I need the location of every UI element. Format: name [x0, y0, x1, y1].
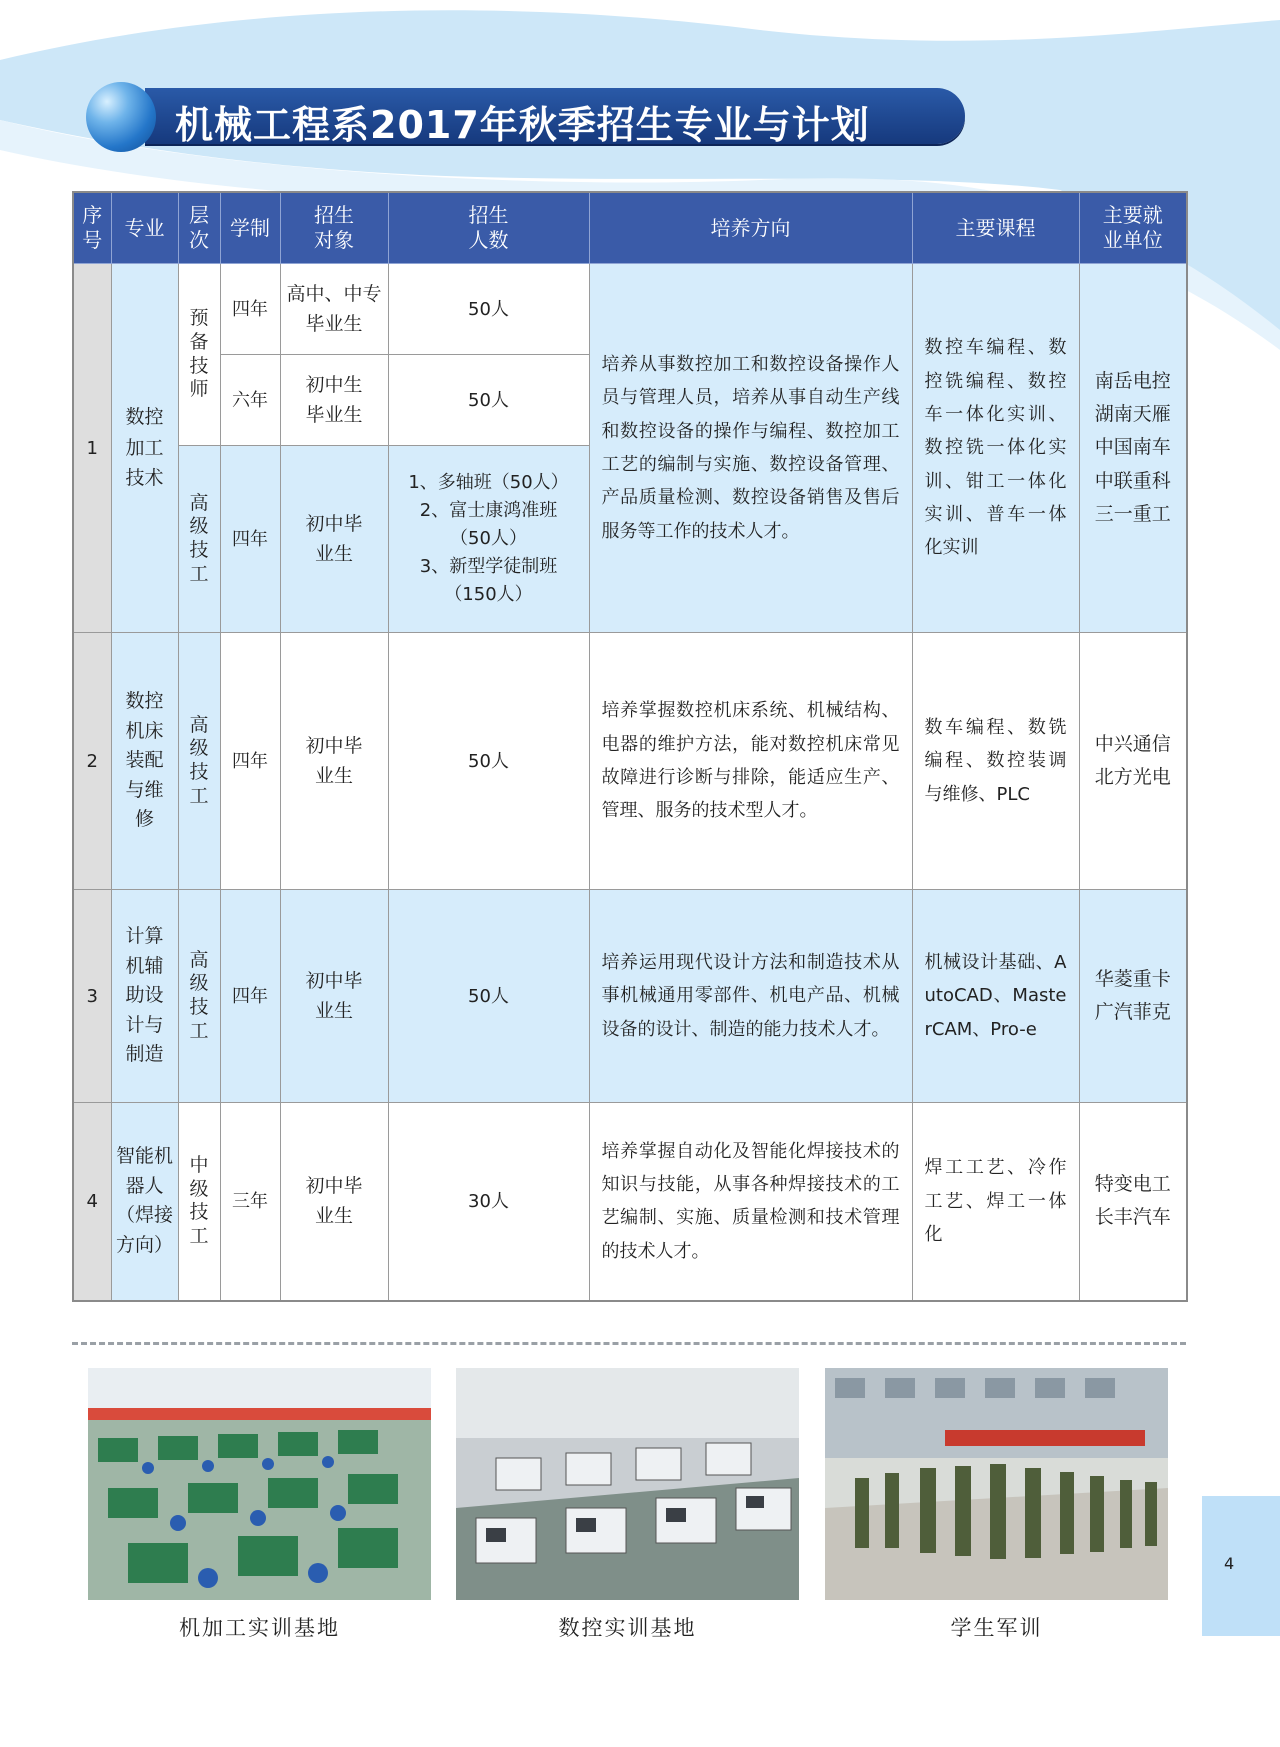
row2-duration: 四年: [220, 633, 280, 890]
row3-count: 50人: [388, 890, 589, 1103]
row4-target: 初中毕业生: [280, 1103, 388, 1301]
row2-major: 数控机床装配与维修: [111, 633, 178, 890]
row2-direction: 培养掌握数控机床系统、机械结构、电器的维护方法，能对数控机床常见故障进行诊断与排除，能适应生产、管理、服务的技术型人才。: [589, 633, 912, 890]
row3-courses: 机械设计基础、AutoCAD、MasterCAM、Pro-e: [912, 890, 1079, 1103]
header-major: 专业: [111, 192, 178, 264]
table-row: [73, 1103, 1187, 1301]
photo-machining-workshop: [88, 1368, 431, 1600]
row3-target: 初中毕业生: [280, 890, 388, 1103]
dashed-divider: [72, 1342, 1186, 1345]
row3-employers: 华菱重卡 广汽菲克: [1079, 890, 1187, 1103]
row2-seq: 2: [73, 633, 111, 890]
header-seq: 序号: [73, 192, 111, 264]
row2-employers: 中兴通信 北方光电: [1079, 633, 1187, 890]
page-title: 机械工程系2017年秋季招生专业与计划: [175, 103, 870, 147]
header-duration: 学制: [220, 192, 280, 264]
row1c-count: [388, 446, 589, 633]
row1a-count: 50人: [388, 264, 589, 355]
row1-direction: 培养从事数控加工和数控设备操作人员与管理人员，培养从事自动生产线和数控设备的操作与编程、数控加工工艺的编制与实施、数控设备管理、产品质量检测、数控设备销售及售后服务等工作的技术人才。: [589, 264, 912, 633]
page-number: 4: [1224, 1554, 1235, 1573]
row1-courses: 数控车编程、数控铣编程、数控车一体化实训、数控铣一体化实训、钳工一体化实训、普车一体化实训: [912, 264, 1079, 633]
title-bar: [145, 88, 965, 147]
header-count: 招生人数: [388, 192, 589, 264]
row1-seq: 1: [73, 264, 111, 633]
row2-level: 高级技工: [178, 633, 220, 890]
row2-target: 初中毕业生: [280, 633, 388, 890]
row1a-target: 高中、中专毕业生: [280, 264, 388, 355]
row3-major: 计算机辅助设计与制造: [111, 890, 178, 1103]
table-row: [73, 890, 1187, 1103]
row1-employers: [1079, 264, 1187, 633]
row4-employers: 特变电工 长丰汽车: [1079, 1103, 1187, 1301]
row3-direction: 培养运用现代设计方法和制造技术从事机械通用零部件、机电产品、机械设备的设计、制造的能力技术人才。: [589, 890, 912, 1103]
header-courses: 主要课程: [912, 192, 1079, 264]
caption-machining-workshop: 机加工实训基地: [179, 1616, 340, 1640]
caption-cnc-workshop: 数控实训基地: [558, 1616, 697, 1640]
row4-direction: 培养掌握自动化及智能化焊接技术的知识与技能，从事各种焊接技术的工艺编制、实施、质量检测和技术管理的技术人才。: [589, 1103, 912, 1301]
row4-major: 智能机器人（焊接方向）: [111, 1103, 178, 1301]
enrollment-table: [72, 191, 1188, 1302]
row1b-target: 初中生毕业生: [280, 355, 388, 446]
header-level: 层次: [178, 192, 220, 264]
row1c-target: 初中毕业生: [280, 446, 388, 633]
row1c-duration: 四年: [220, 446, 280, 633]
row1-level-b: 高级技工: [178, 446, 220, 633]
row3-seq: 3: [73, 890, 111, 1103]
row4-count: 30人: [388, 1103, 589, 1301]
row1c-count-lines: 1、多轴班（50人） 2、富士康鸿准班 （50人） 3、新型学徒制班 （150人）: [408, 472, 569, 605]
title-ball-decoration: [86, 82, 156, 152]
row3-duration: 四年: [220, 890, 280, 1103]
table-row: [73, 264, 1187, 355]
header-target: 招生对象: [280, 192, 388, 264]
row1b-count: 50人: [388, 355, 589, 446]
row1-employer-list: 南岳电控 湖南天雁 中国南车 中联重科 三一重工: [1094, 369, 1171, 525]
header-employers: 主要就业单位: [1079, 192, 1187, 264]
table-header-row: [73, 192, 1187, 264]
row1b-duration: 六年: [220, 355, 280, 446]
row4-level: 中级技工: [178, 1103, 220, 1301]
row1a-duration: 四年: [220, 264, 280, 355]
photo-military-training: [825, 1368, 1168, 1600]
row2-count: 50人: [388, 633, 589, 890]
row4-courses: 焊工工艺、冷作工艺、焊工一体化: [912, 1103, 1079, 1301]
row2-courses: 数车编程、数铣编程、数控装调与维修、PLC: [912, 633, 1079, 890]
caption-military-training: 学生军训: [950, 1616, 1043, 1640]
row4-seq: 4: [73, 1103, 111, 1301]
page-tab: [1202, 1496, 1280, 1636]
header-direction: 培养方向: [589, 192, 912, 264]
table-row: [73, 633, 1187, 890]
row4-duration: 三年: [220, 1103, 280, 1301]
row1-major: 数控加工技术: [111, 264, 178, 633]
row1-level-a: 预备技师: [178, 264, 220, 446]
row3-level: 高级技工: [178, 890, 220, 1103]
photo-cnc-workshop: [456, 1368, 799, 1600]
